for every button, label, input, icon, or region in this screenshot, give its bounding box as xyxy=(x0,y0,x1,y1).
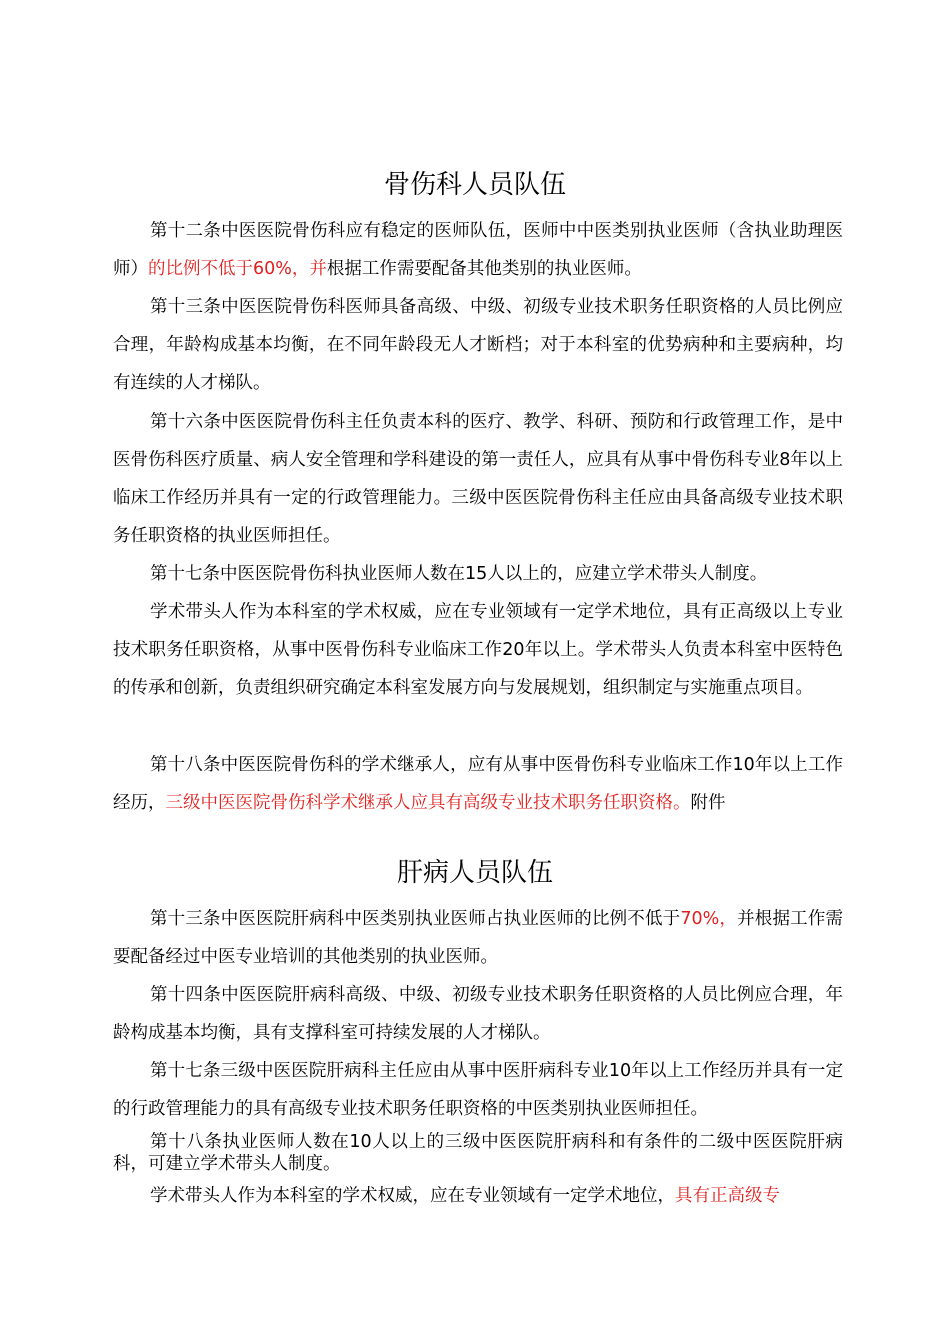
paragraph-liver-article-18: 第十八条执业医师人数在10人以上的三级中医医院肝病科和有条件的二级中医医院肝病科，可建立学术带头人制度。 xyxy=(113,1132,843,1174)
text-segment: 学术带头人作为本科室的学术权威，应在专业领域有一定学术地位， xyxy=(150,1186,675,1206)
paragraph-liver-article-14: 第十四条中医医院肝病科高级、中级、初级专业技术职务任职资格的人员比例应合理，年龄构成基本均衡，具有支撑科室可持续发展的人才梯队。 xyxy=(113,985,843,1043)
text-segment: 根据工作需要配备其他类别的执业医师。 xyxy=(326,259,642,279)
paragraph-article-17: 第十七条中医医院骨伤科执业医师人数在15人以上的，应建立学术带头人制度。 xyxy=(150,564,768,584)
highlighted-text: 70%， xyxy=(680,909,738,929)
text-segment: 第十八条中医医院骨伤科的学术继承人，应有从事中医骨伤科专业临床工作10年以上工作经历， xyxy=(113,755,843,813)
paragraph-academic-leader: 学术带头人作为本科室的学术权威，应在专业领域有一定学术地位，具有正高级以上专业技术职务任职资格，从事中医骨伤科专业临床工作20年以上。学术带头人负责本科室中医特色的传承和创新，负责组织研究确定本科室发展方向与发展规划，组织制定与实施重点项目。 xyxy=(113,602,843,698)
section-title-liver: 肝病人员队伍 xyxy=(396,858,553,888)
section-title-orthopedics: 骨伤科人员队伍 xyxy=(383,170,566,200)
paragraph-article-16: 第十六条中医医院骨伤科主任负责本科的医疗、教学、科研、预防和行政管理工作，是中医骨伤科医疗质量、病人安全管理和学科建设的第一责任人，应具有从事中骨伤科专业8年以上临床工作经历并具有一定的行政管理能力。三级中医医院骨伤科主任应由具备高级专业技术职务任职资格的执业医师担任。 xyxy=(113,412,843,546)
text-segment: 第十二条中医医院骨伤科应有稳定的医师队伍，医师中中医类别执业医师（含执业助理医师） xyxy=(113,221,843,279)
paragraph-liver-academic-leader xyxy=(113,1177,843,1215)
text-segment: 并根据工作需要配备经过中医专业培训的其他类别的执业医师。 xyxy=(113,909,844,967)
paragraph-liver-article-17: 第十七条三级中医医院肝病科主任应由从事中医肝病科专业10年以上工作经历并具有一定的行政管理能力的具有高级专业技术职务任职资格的中医类别执业医师担任。 xyxy=(113,1061,843,1119)
highlighted-text: 的比例不低于60%，并 xyxy=(148,259,327,279)
paragraph-article-12 xyxy=(113,212,843,288)
paragraph-article-13: 第十三条中医医院骨伤科医师具备高级、中级、初级专业技术职务任职资格的人员比例应合理，年龄构成基本均衡，在不同年龄段无人才断档；对于本科室的优势病种和主要病种，均有连续的人才梯队。 xyxy=(113,297,843,393)
highlighted-text: 三级中医医院骨伤科学术继承人应具有高级专业技术职务任职资格。 xyxy=(165,793,691,813)
paragraph-article-18 xyxy=(113,746,843,822)
paragraph-liver-article-13 xyxy=(113,900,843,976)
text-segment: 第十三条中医医院肝病科中医类别执业医师占执业医师的比例不低于 xyxy=(150,909,681,929)
highlighted-text: 具有正高级专 xyxy=(675,1186,780,1206)
text-segment: 附件 xyxy=(690,793,726,813)
